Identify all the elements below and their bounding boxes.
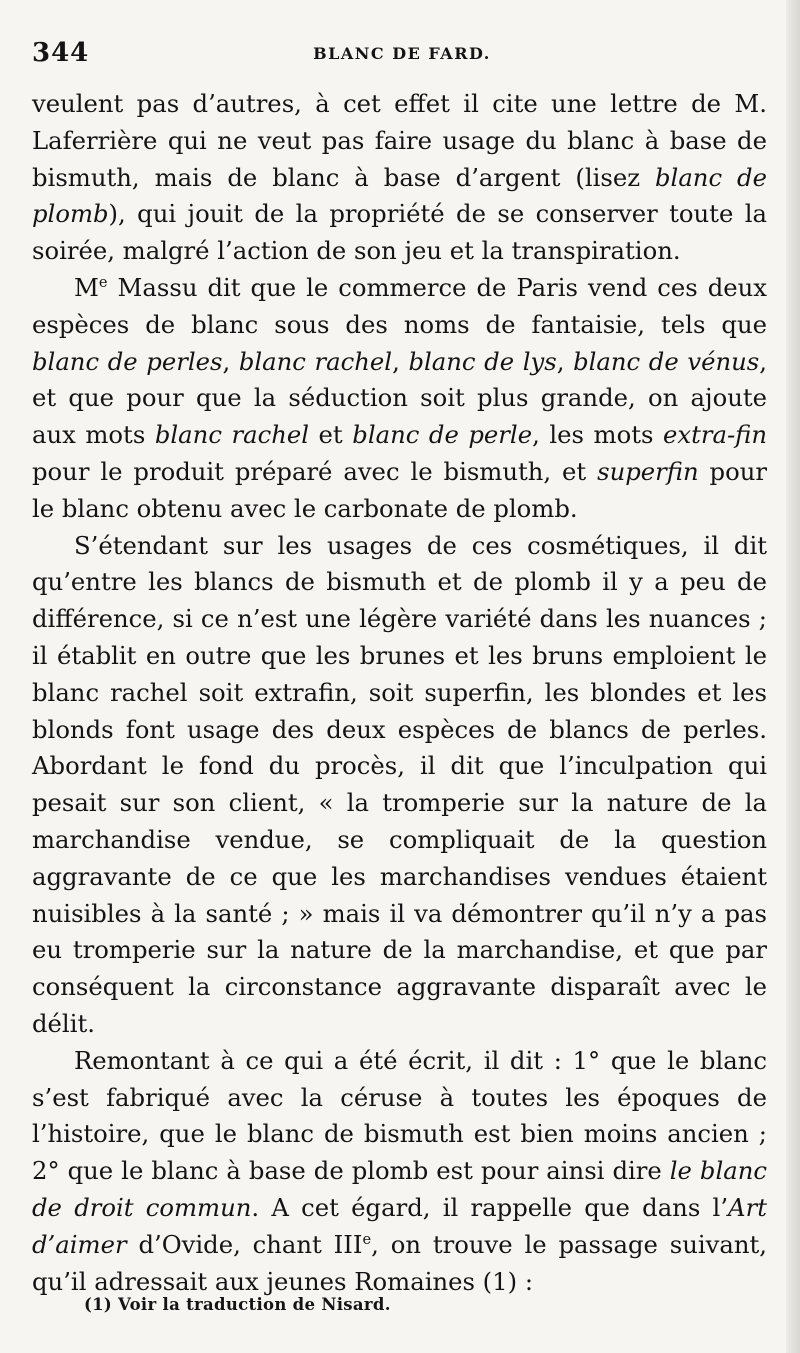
italic-text: blanc de plomb — [32, 162, 767, 229]
text-run: , — [556, 346, 574, 376]
text-run: d’Ovide, chant III — [126, 1229, 363, 1259]
text-run: S’étendant sur les usages de ces cosmétiques, il dit qu’entre les blancs de bismuth et de plomb il y a peu de différence, si ce n’est une légère variété dans les nuances ; il établit en outre que les brunes et les bruns emploient le blanc rachel soit extrafin, soit superfin, les blondes et les blonds font usage des deux espèces de blancs de perles. Abordant le fond du procès, il dit que l’inculpation qui pesait sur son client, « la tromperie sur la nature de la marchandise vendue, se compliquait de la question aggravante de ce que les marchandises vendues étaient nuisibles à la santé ; » mais il va démontrer qu’il n’y a pas eu tromperie sur la nature de la marchandise, et que par conséquent la circonstance aggravante disparaît avec le délit. — [32, 530, 767, 1038]
text-run: pour le produit préparé avec le bismuth, et — [32, 456, 598, 486]
text-run: , et que pour que la séduction soit plus grande, on ajoute aux mots — [32, 346, 767, 450]
text-run: , — [392, 346, 409, 376]
italic-text: superfin — [597, 456, 699, 486]
text-run: pour le blanc obtenu avec le carbonate de plomb. — [32, 456, 767, 523]
italic-text: blanc rachel — [154, 420, 309, 450]
text-run: Massu dit que le commerce de Paris vend ces deux espèces de blanc sous des noms de fantaisie, tels que — [32, 272, 767, 339]
paragraph — [32, 528, 767, 1043]
paragraph — [32, 270, 767, 528]
italic-text: le blanc de droit commun — [32, 1156, 767, 1222]
italic-text: blanc rachel — [238, 346, 393, 376]
superscript-text: e — [362, 1230, 372, 1248]
italic-text: blanc de perles — [32, 346, 223, 376]
text-run: , on trouve le passage suivant, qu’il adressait aux jeunes Romaines (1) : — [32, 1229, 768, 1296]
running-title: BLANC DE FARD. — [313, 44, 491, 63]
text-run: et — [309, 420, 353, 450]
text-run: , les mots — [532, 420, 663, 450]
text-run: . A cet égard, il rappelle que dans l’ — [251, 1192, 729, 1222]
text-run: ), qui jouit de la propriété de se conserver toute la soirée, malgré l’action de son jeu et la transpiration. — [32, 199, 767, 266]
superscript-text: e — [98, 273, 108, 291]
paragraph — [32, 1043, 767, 1301]
italic-text: blanc de perle — [352, 420, 533, 450]
paragraph — [32, 86, 767, 270]
page-edge — [786, 0, 800, 1353]
italic-text: blanc de vénus — [573, 346, 760, 376]
italic-text: Art d’aimer — [32, 1192, 767, 1259]
text-run: veulent pas d’autres, à cet effet il cite une lettre de M. Laferrière qui ne veut pas faire usage du blanc à base de bismuth, mais de blanc à base d’argent (lisez — [32, 89, 767, 192]
italic-text: extra-fin — [663, 420, 768, 450]
text-run: Remontant à ce qui a été écrit, il dit : 1° que le blanc s’est fabriqué avec la céruse à toutes les époques de l’histoire, que le blanc de bismuth est bien moins ancien ; 2° que le blanc à base de plomb est pour ainsi dire — [32, 1045, 767, 1186]
text-run: , — [222, 346, 239, 376]
footnote: (1) Voir la traduction de Nisard. — [84, 1295, 391, 1314]
page-number: 344 — [32, 38, 90, 68]
italic-text: blanc de lys — [408, 346, 557, 376]
page-header — [32, 38, 772, 72]
body-text — [32, 86, 767, 1300]
text-run: M — [74, 272, 99, 302]
